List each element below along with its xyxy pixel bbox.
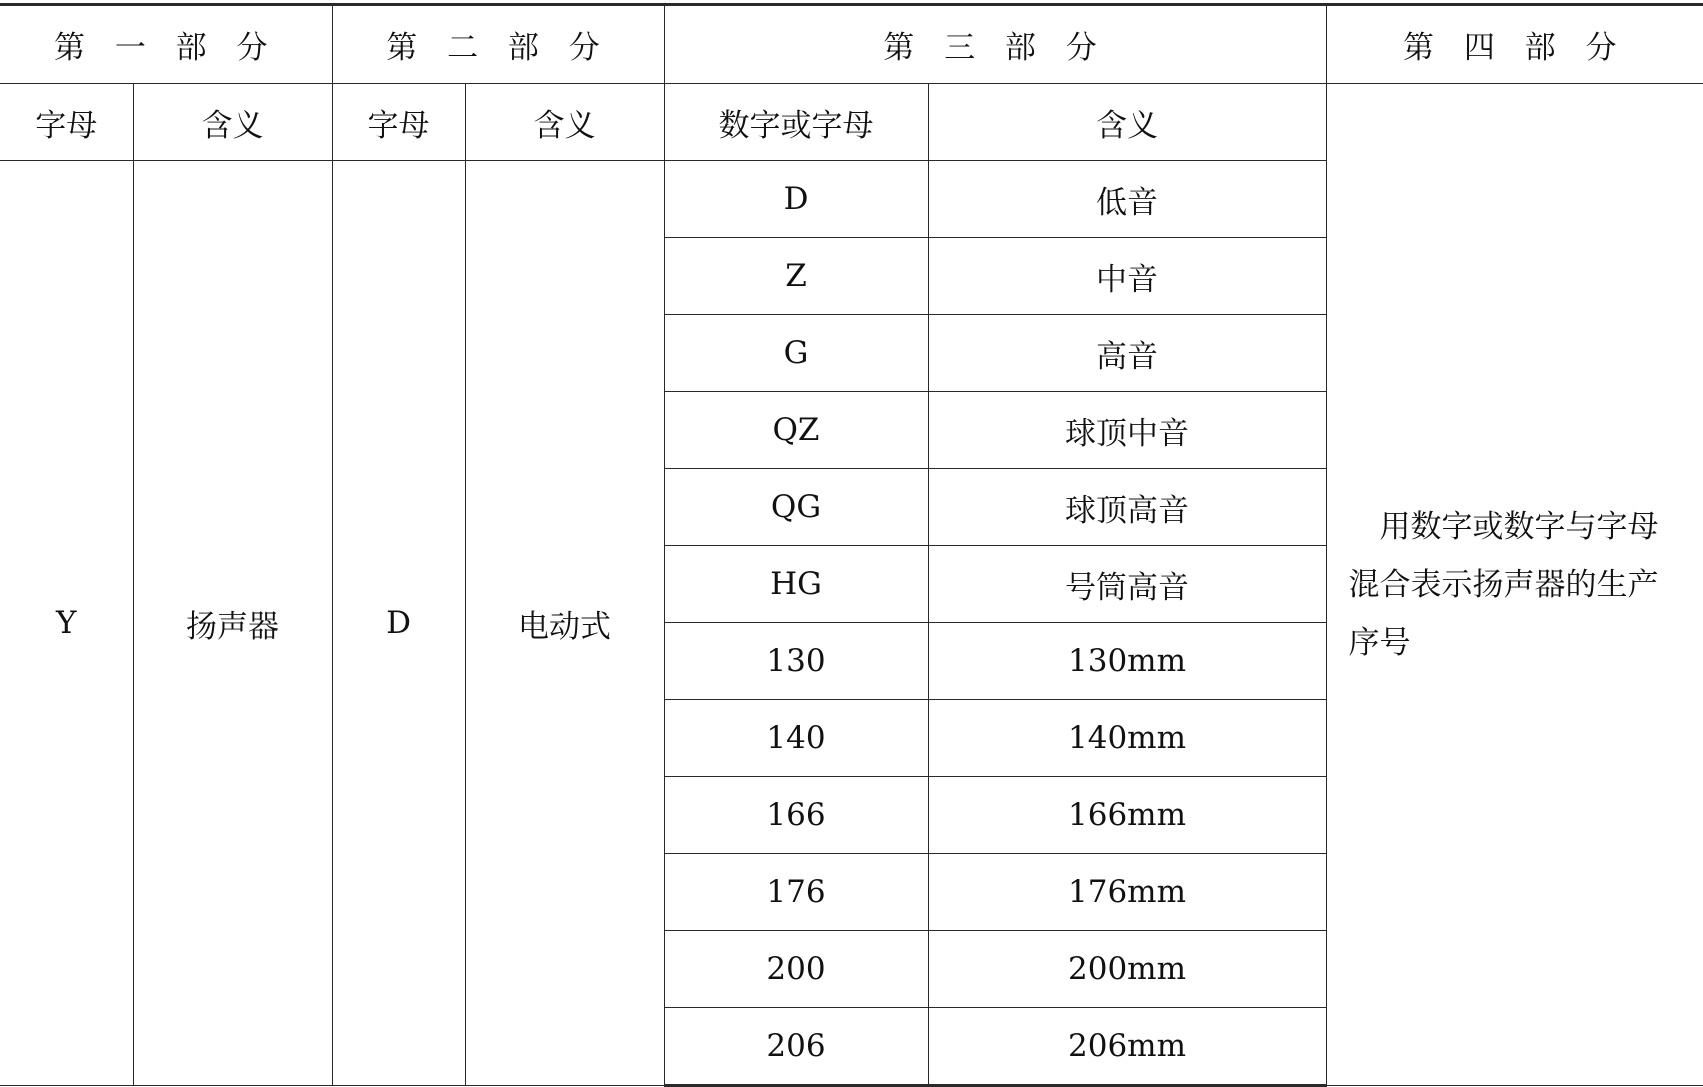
part-4-description-text: 用数字或数字与字母混合表示扬声器的生产序号 <box>1348 508 1659 661</box>
part-3-code: Z <box>664 238 928 315</box>
part-3-code: 166 <box>664 777 928 854</box>
part-3-meaning: 号筒高音 <box>928 546 1326 623</box>
part-1-meaning: 扬声器 <box>133 161 332 1086</box>
part-1-meaning-header: 含义 <box>133 84 332 161</box>
part-3-code: 130 <box>664 623 928 700</box>
part-3-code: HG <box>664 546 928 623</box>
part-3-header: 第 三 部 分 <box>664 5 1326 84</box>
part-2-meaning: 电动式 <box>465 161 664 1086</box>
part-1-header: 第 一 部 分 <box>0 5 332 84</box>
part-3-meaning: 高音 <box>928 315 1326 392</box>
part-3-meaning: 低音 <box>928 161 1326 238</box>
part-3-meaning: 200mm <box>928 931 1326 1008</box>
part-header-row <box>0 5 1703 84</box>
part-3-code-header: 数字或字母 <box>664 84 928 161</box>
part-3-meaning: 206mm <box>928 1008 1326 1086</box>
part-1-letter-header: 字母 <box>0 84 133 161</box>
part-3-meaning: 176mm <box>928 854 1326 931</box>
part-3-code: G <box>664 315 928 392</box>
part-3-meaning-header: 含义 <box>928 84 1326 161</box>
part-4-description <box>1326 84 1703 1086</box>
part-2-header: 第 二 部 分 <box>332 5 664 84</box>
part-3-code: 176 <box>664 854 928 931</box>
sub-header-row <box>0 84 1703 161</box>
part-3-meaning: 166mm <box>928 777 1326 854</box>
part-2-letter: D <box>332 161 465 1086</box>
part-4-header: 第 四 部 分 <box>1326 5 1703 84</box>
part-3-meaning: 130mm <box>928 623 1326 700</box>
part-2-meaning-header: 含义 <box>465 84 664 161</box>
part-3-meaning: 球顶高音 <box>928 469 1326 546</box>
part-3-meaning: 中音 <box>928 238 1326 315</box>
part-3-meaning: 140mm <box>928 700 1326 777</box>
part-3-code: 140 <box>664 700 928 777</box>
part-3-code: 200 <box>664 931 928 1008</box>
part-3-code: QZ <box>664 392 928 469</box>
part-3-code: D <box>664 161 928 238</box>
part-3-code: QG <box>664 469 928 546</box>
part-2-letter-header: 字母 <box>332 84 465 161</box>
part-3-meaning: 球顶中音 <box>928 392 1326 469</box>
part-1-letter: Y <box>0 161 133 1086</box>
part-3-code: 206 <box>664 1008 928 1086</box>
speaker-model-code-table <box>0 3 1703 1087</box>
